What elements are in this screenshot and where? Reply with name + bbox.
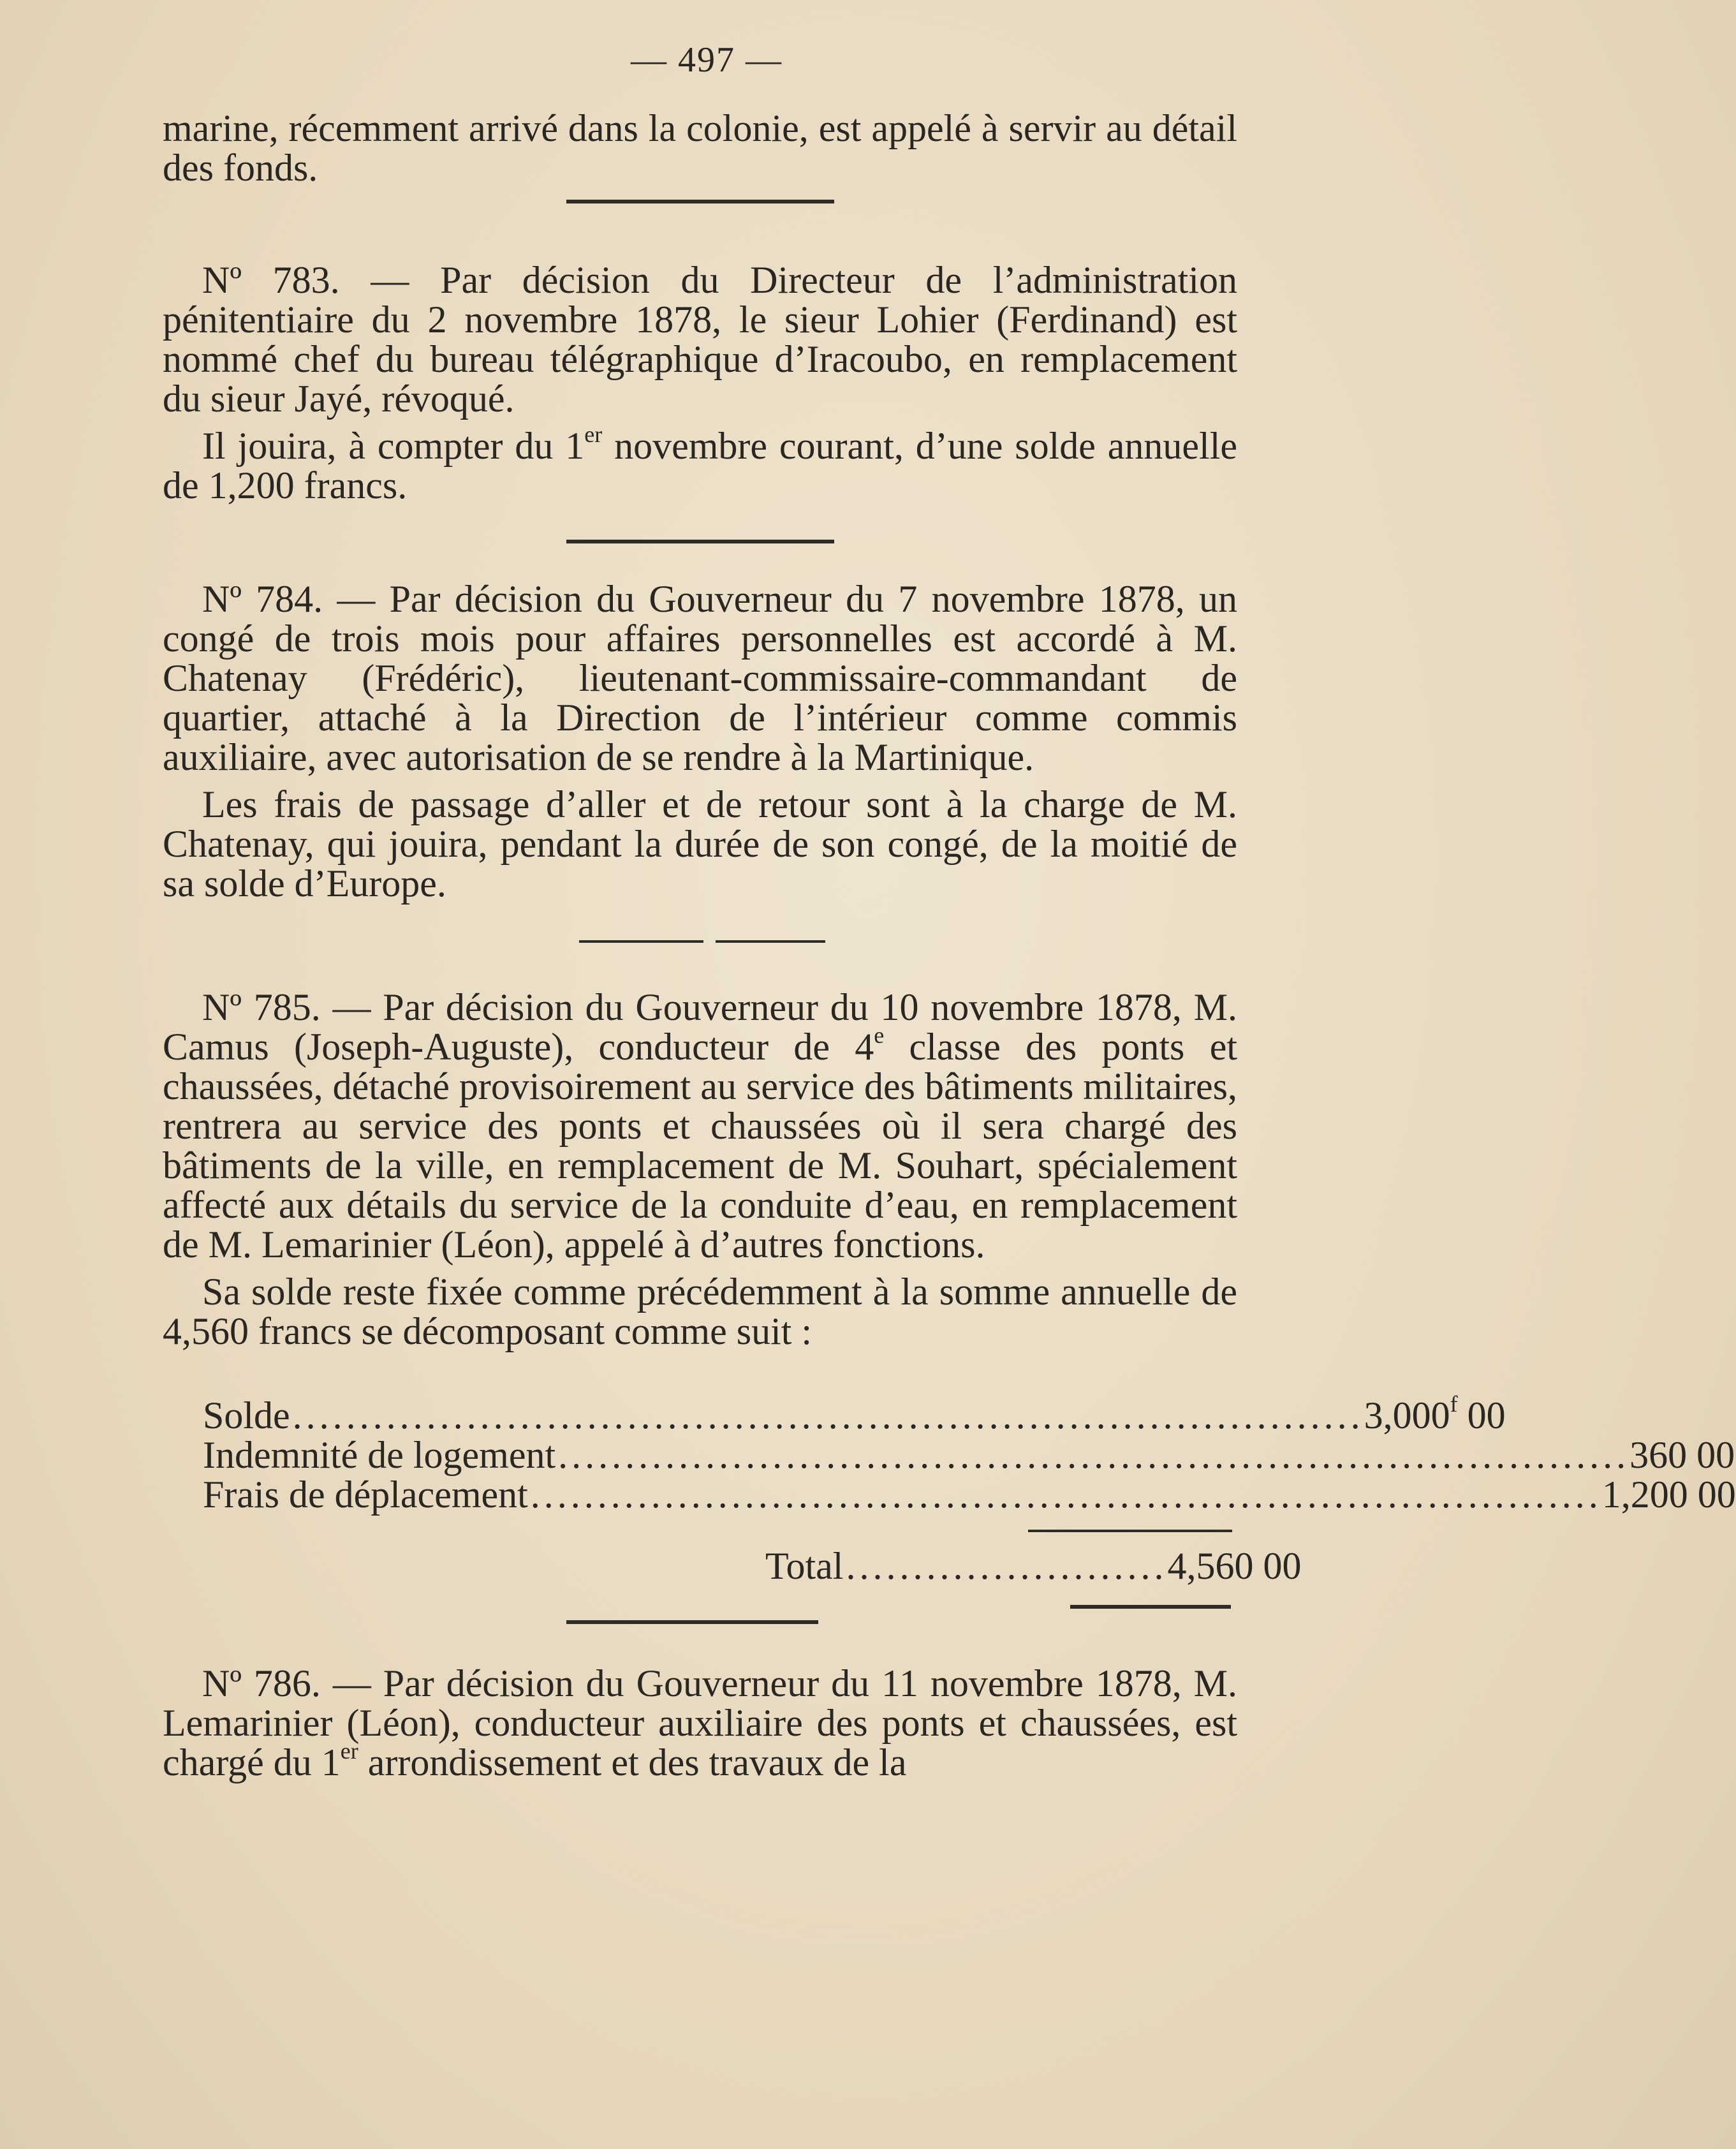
entry-784-paragraph-2: Les frais de passage d’aller et de retour sont à la charge de M. Chatenay, qui jouira, pendant la durée de son congé, de la moitié de sa solde d’Europe. <box>163 783 1237 905</box>
breakdown-row-logement: Indemnité de logement ................................................................................ 360 00 <box>203 1434 1735 1476</box>
separator-rule <box>566 540 834 543</box>
separator-rule <box>716 940 825 943</box>
entry-785 <box>163 987 1237 1351</box>
separator-rule <box>566 200 834 203</box>
intro-paragraph <box>163 108 1237 188</box>
entry-786-paragraph-1: Nº 786. — Par décision du Gouverneur du 11 novembre 1878, M. Lemarinier (Léon), conducteur auxiliaire des ponts et chaussées, est chargé du 1er arrondissement et des travaux de la <box>163 1662 1237 1783</box>
sum-rule <box>1028 1530 1232 1532</box>
separator-rule <box>566 1620 818 1624</box>
entry-783-paragraph-1: Nº 783. — Par décision du Directeur de l’administration pénitentiaire du 2 novembre 1878, le sieur Lohier (Ferdinand) est nommé chef du bureau télégraphique d’Iracoubo, en remplacement du sieur Jayé, révoqué. <box>163 259 1237 420</box>
entry-785-paragraph-2: Sa solde reste fixée comme précédemment à la somme annuelle de 4,560 francs se décomposant comme suit : <box>163 1271 1237 1352</box>
intro-text: marine, récemment arrivé dans la colonie, est appelé à servir au détail des fonds. <box>163 107 1237 189</box>
total-rule <box>1070 1605 1231 1609</box>
separator-rule <box>579 940 703 943</box>
breakdown-total-row: Total ........................ 4,560 00 <box>765 1545 1302 1587</box>
breakdown-row-deplacement: Frais de déplacement ................................................................................ 1,200 00 <box>203 1473 1736 1516</box>
entry-786 <box>163 1664 1237 1782</box>
breakdown-row-solde: Solde ................................................................................ 3,000$^f$ 00 <box>203 1391 1506 1436</box>
page-number: — 497 — <box>631 40 783 80</box>
entry-783 <box>163 260 1237 505</box>
entry-784 <box>163 579 1237 903</box>
entry-783-paragraph-2: Il jouira, à compter du 1er novembre courant, d’une solde annuelle de 1,200 francs. <box>163 422 1237 506</box>
entry-784-paragraph-1: Nº 784. — Par décision du Gouverneur du 7 novembre 1878, un congé de trois mois pour affaires personnelles est accordé à M. Chatenay (Frédéric), lieutenant-commissaire-commandant de quartier, attaché à la Direction de l’intérieur comme commis auxiliaire, avec autorisation de se rendre à la Martinique. <box>163 578 1237 778</box>
entry-785-paragraph-1: Nº 785. — Par décision du Gouverneur du 10 novembre 1878, M. Camus (Joseph-Auguste), conducteur de 4e classe des ponts et chaussées, détaché provisoirement au service des bâtiments militaires, rentrera au service des ponts et chaussées où il sera chargé des bâtiments de la ville, en remplacement de M. Souhart, spécialement affecté aux détails du service de la conduite d’eau, en remplacement de M. Lemarinier (Léon), appelé à d’autres fonctions. <box>163 986 1237 1266</box>
